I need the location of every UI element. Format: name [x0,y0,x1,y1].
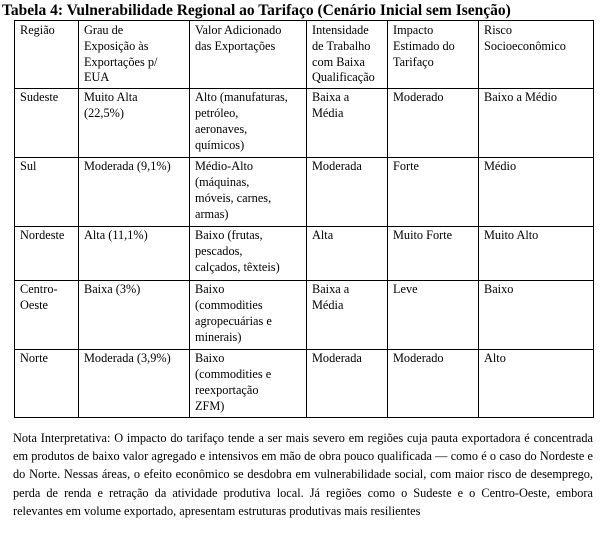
cell-line: EUA [84,70,110,85]
table-row [15,89,594,158]
cell-line: Norte [20,351,48,366]
cell-socioeconomic-risk [479,350,594,418]
cell-line: (máquinas, [195,174,250,189]
header-cell-region [15,21,79,89]
cell-export-exposure [79,227,190,281]
cell-line: Risco [484,23,513,37]
cell-line: Baixo a Médio [484,90,558,105]
cell-line: Baixa a [312,282,350,297]
cell-line: Tarifaço [393,54,434,69]
cell-line: aeronaves, [195,121,248,136]
cell-line: Média [312,105,344,120]
cell-line: Médio-Alto [195,159,254,174]
cell-line: Forte [393,159,419,174]
cell-line: armas) [195,206,229,221]
cell-line: Região [20,23,55,37]
cell-line: Exposição às [84,38,149,53]
cell-line: (22,5%) [84,105,124,120]
cell-line: reexportação [195,382,259,397]
cell-line: Alta [312,228,334,243]
cell-line: minerais) [195,329,242,344]
table-row [15,350,594,418]
cell-line: Moderado [393,351,444,366]
interpretive-note: Nota Interpretativa: O impacto do tarifaço tende a ser mais severo em regiões cuja pauta exportadora é concentrada em produtos de baixo valor agregado e intensivos em mão de obra pouco qualificada — como é o caso do Nordeste e do Norte. Nessas áreas, o efeito econômico se desdobra em vulnerabilidade social, com maior risco de desemprego, perda de renda e retração da atividade produtiva local. Já regiões como o Sudeste e o Centro-Oeste, embora relevantes em volume exportado, apresentam estruturas produtivas mais resilientes [13,431,593,518]
cell-socioeconomic-risk [479,158,594,227]
cell-line: Baixo [195,282,225,297]
cell-line: Alta (11,1%) [84,228,148,243]
cell-line: com Baixa [312,54,365,69]
table-row [15,158,594,227]
cell-line: Nordeste [20,228,65,243]
cell-value-added [190,227,307,281]
vulnerability-table [14,20,594,418]
header-cell-estimated-impact [388,21,479,89]
cell-value-added [190,281,307,350]
cell-line: móveis, carnes, [195,190,272,205]
cell-socioeconomic-risk [479,89,594,158]
cell-line: Intensidade [312,23,369,37]
cell-socioeconomic-risk [479,281,594,350]
cell-line: Médio [484,159,517,174]
cell-value-added [190,89,307,158]
cell-export-exposure [79,158,190,227]
cell-line: de Trabalho [312,38,371,53]
cell-estimated-impact [388,158,479,227]
cell-line: Leve [393,282,418,297]
cell-line: Baixo [195,351,225,366]
cell-line: Socioeconômico [484,38,566,53]
cell-estimated-impact [388,89,479,158]
cell-export-exposure [79,89,190,158]
cell-labor-intensity [307,158,388,227]
cell-value-added [190,350,307,418]
cell-line: Baixa a [312,90,350,105]
cell-line: Centro- [20,282,58,297]
cell-line: agropecuárias e [195,313,272,328]
cell-region [15,350,79,418]
cell-line: Impacto [393,23,434,37]
cell-estimated-impact [388,350,479,418]
cell-socioeconomic-risk [479,227,594,281]
cell-line: Valor Adicionado [195,23,282,37]
cell-line: Exportações p/ [84,54,158,69]
cell-line: Oeste [20,297,48,312]
cell-line: das Exportações [195,38,276,53]
header-cell-value-added [190,21,307,89]
cell-export-exposure [79,281,190,350]
cell-line: calçados, têxteis) [195,259,280,274]
table-row [15,281,594,350]
cell-region [15,158,79,227]
cell-region [15,227,79,281]
cell-value-added [190,158,307,227]
cell-labor-intensity [307,227,388,281]
cell-labor-intensity [307,89,388,158]
cell-region [15,281,79,350]
cell-line: (commodities e [195,366,272,381]
cell-line: Muito Alto [484,228,539,243]
cell-line: Sul [20,159,37,174]
cell-line: Moderada (9,1%) [84,159,171,174]
cell-line: Grau de [84,23,124,37]
cell-line: Muito Alta [84,90,138,105]
cell-labor-intensity [307,350,388,418]
cell-line: químicos) [195,137,245,152]
table-title: Tabela 4: Vulnerabilidade Regional ao Tarifaço (Cenário Inicial sem Isenção) [2,2,511,19]
cell-line: Estimado do [393,38,455,53]
table-row [15,227,594,281]
cell-line: pescados, [195,243,243,258]
cell-line: Moderada [312,159,362,174]
cell-labor-intensity [307,281,388,350]
cell-line: Moderada [312,351,362,366]
cell-estimated-impact [388,281,479,350]
cell-line: Alto (manufaturas, [195,90,288,105]
cell-line: Baixo (frutas, [195,228,263,243]
header-cell-labor-intensity [307,21,388,89]
cell-export-exposure [79,350,190,418]
header-cell-export-exposure [79,21,190,89]
cell-estimated-impact [388,227,479,281]
header-row [15,21,594,89]
cell-line: Baixo [484,282,514,297]
cell-line: Baixa (3%) [84,282,141,297]
cell-line: Sudeste [20,90,59,105]
cell-line: Moderado [393,90,444,105]
cell-line: Alto [484,351,506,366]
header-cell-socioeconomic-risk [479,21,594,89]
cell-line: ZFM) [195,398,225,413]
cell-line: Muito Forte [393,228,453,243]
cell-line: Qualificação [312,70,375,85]
cell-line: (commodities [195,297,263,312]
cell-line: petróleo, [195,105,239,120]
cell-line: Média [312,297,344,312]
cell-region [15,89,79,158]
cell-line: Moderada (3,9%) [84,351,171,366]
